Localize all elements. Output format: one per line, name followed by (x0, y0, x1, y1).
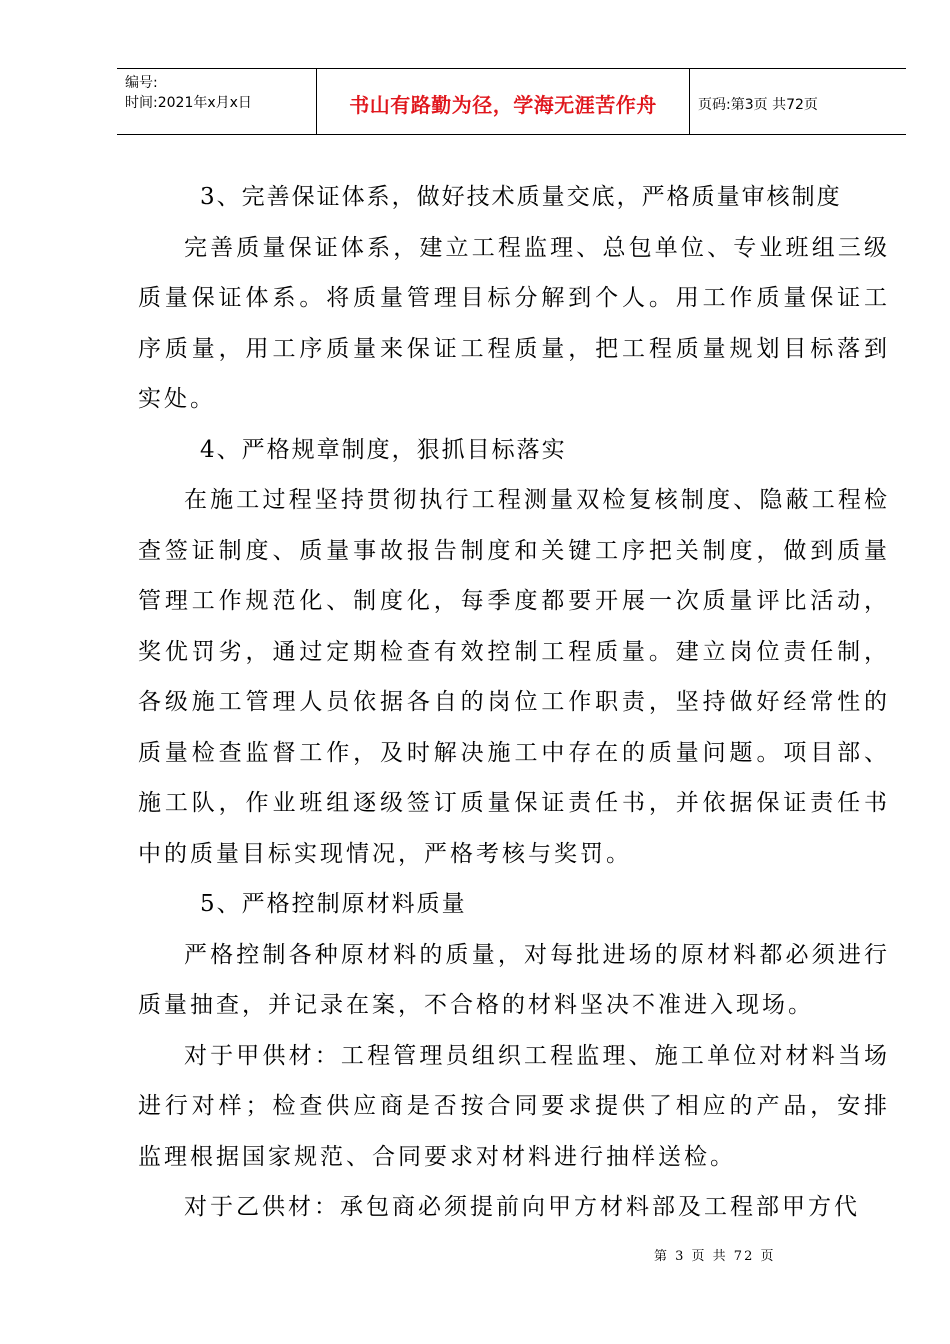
page-footer (654, 1245, 775, 1264)
body-paragraph: 对于甲供材：工程管理员组织工程监理、施工单位对材料当场进行对样；检查供应商是否按合同要求提供了相应的产品，安排监理根据国家规范、合同要求对材料进行抽样送检。 (138, 1042, 890, 1170)
body-paragraph: 在施工过程坚持贯彻执行工程测量双检复核制度、隐蔽工程检查签证制度、质量事故报告制度和关键工序把关制度，做到质量管理工作规范化、制度化，每季度都要开展一次质量评比活动，奖优罚劣，通过定期检查有效控制工程质量。建立岗位责任制，各级施工管理人员依据各自的岗位工作职责，坚持做好经常性的质量检查监督工作，及时解决施工中存在的质量问题。项目部、施工队，作业班组逐级签订质量保证责任书，并依据保证责任书中的质量目标实现情况，严格考核与奖罚。 (138, 487, 890, 867)
document-time-label: 时间:2021年x月x日 (125, 95, 252, 111)
header-meta-cell (117, 69, 317, 134)
body-paragraph: 严格控制各种原材料的质量，对每批进场的原材料都必须进行质量抽查，并记录在案，不合格的材料坚决不准进入现场。 (138, 941, 890, 1018)
footer-page-number: 第 3 页 共 72 页 (654, 1249, 776, 1264)
body-paragraph: 对于乙供材：承包商必须提前向甲方材料部及工程部甲方代 (184, 1194, 860, 1220)
header-page-number: 页码:第3页 共72页 (698, 96, 818, 113)
document-number-label: 编号: (125, 75, 158, 91)
page-header (117, 68, 906, 135)
header-motto-cell (317, 69, 690, 134)
header-motto: 书山有路勤为径，学海无涯苦作舟 (349, 93, 657, 117)
body-paragraph: 完善质量保证体系，建立工程监理、总包单位、专业班组三级质量保证体系。将质量管理目标分解到个人。用工作质量保证工序质量，用工序质量来保证工程质量，把工程质量规划目标落到实处。 (138, 234, 890, 412)
document-body (138, 172, 890, 1233)
section-heading-4: 4、严格规章制度，狠抓目标落实 (200, 436, 567, 463)
section-heading-5: 5、严格控制原材料质量 (200, 891, 467, 917)
section-heading-3: 3、完善保证体系，做好技术质量交底，严格质量审核制度 (200, 184, 842, 210)
header-page-cell (690, 69, 906, 134)
